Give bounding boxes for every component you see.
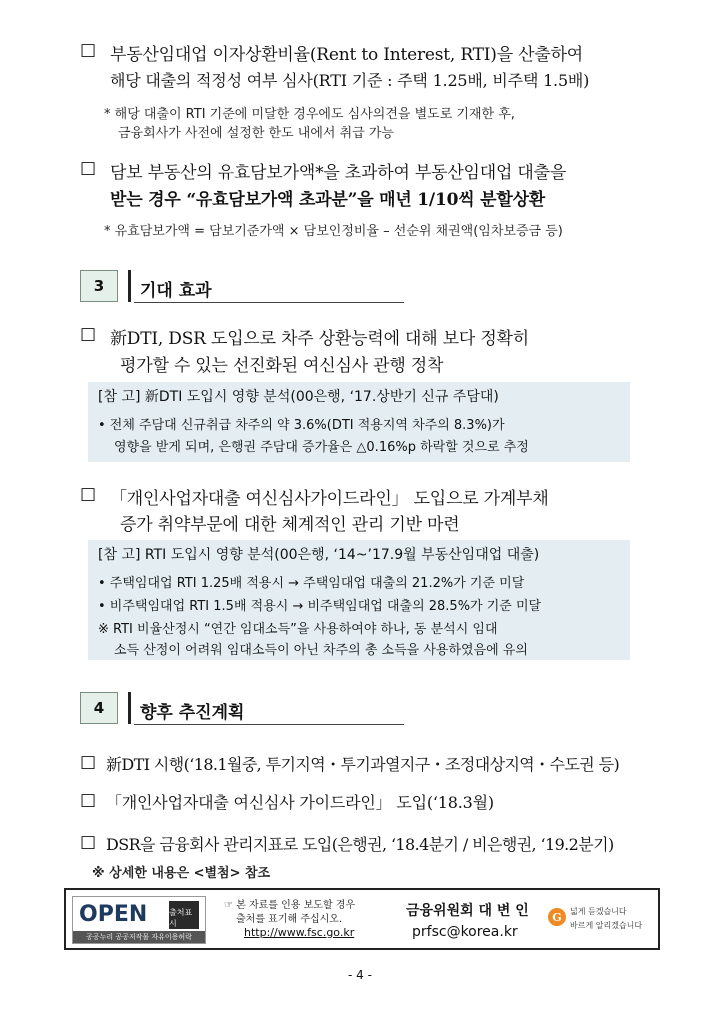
attribution-badge-icon: 출처표시 xyxy=(169,901,199,929)
bullet-text: 「개인사업자대출 여신심사가이드라인」 도입으로 가계부채 xyxy=(110,489,549,509)
section-number: 3 xyxy=(80,270,118,302)
footnote-text: * 유효담보가액 = 담보기준가액 × 담보인정비율 – 선순위 채권액(임차보증금 등) xyxy=(104,224,563,239)
ogl-open-text: OPEN xyxy=(79,902,148,927)
reference-item: ※ RTI 비율산정시 “연간 임대소득”을 사용하여야 하나, 동 분석시 임대 xyxy=(98,622,498,637)
reference-box xyxy=(88,540,630,660)
bullet-box: □ xyxy=(80,40,97,60)
section-number: 4 xyxy=(80,692,118,724)
spokesman-label: 금융위원회 대 변 인 xyxy=(406,903,529,919)
speech-bubble-icon: G xyxy=(548,908,566,926)
bullet-text: 받는 경우 “유효담보가액 초과분”을 매년 1/10씩 분할상환 xyxy=(110,190,546,210)
bullet-text: 新DTI 시행(‘18.1월중, 투기지역・투기과열지구・조정대상지역・수도권 등) xyxy=(106,755,620,774)
press-footer xyxy=(64,888,660,950)
detail-note: ※ 상세한 내용은 <별첨> 참조 xyxy=(92,866,271,881)
footnote-text: * 해당 대출이 RTI 기준에 미달한 경우에도 심사의견을 별도로 기재한 후, xyxy=(104,107,515,122)
slogan-text: 바르게 알리겠습니다 xyxy=(570,921,643,930)
bullet-text: 증가 취약부문에 대한 체계적인 관리 기반 마련 xyxy=(120,515,460,535)
bullet-box: □ xyxy=(80,158,97,178)
bullet-box: □ xyxy=(80,324,97,344)
bullet-text: 新DTI, DSR 도입으로 차주 상환능력에 대해 보다 정확히 xyxy=(110,329,529,349)
ogl-caption: 공공누리 공공저작물 자유이용허락 xyxy=(73,931,205,943)
bullet-box: □ xyxy=(80,484,97,504)
ogl-license-logo xyxy=(72,896,206,944)
bullet-text: 평가할 수 있는 선진화된 여신심사 관행 정착 xyxy=(120,356,444,376)
bullet-text: 담보 부동산의 유효담보가액*을 초과하여 부동산임대업 대출을 xyxy=(110,163,567,183)
fsc-website-link[interactable]: http://www.fsc.go.kr xyxy=(244,926,355,939)
reference-item: 영향을 받게 되며, 은행권 주담대 증가율은 △0.16%p 하락할 것으로 추정 xyxy=(114,440,529,455)
section-title: 향후 추진계획 xyxy=(140,703,245,723)
reference-item: 소득 산정이 어려워 임대소득이 아닌 차주의 총 소득을 사용하였음에 유의 xyxy=(114,643,528,658)
section-underline xyxy=(134,724,404,725)
section-divider xyxy=(128,692,131,724)
reference-title: [참 고] RTI 도입시 영향 분석(00은행, ‘14~’17.9월 부동산임대업 대출) xyxy=(98,547,540,563)
bullet-text: 「개인사업자대출 여신심사 가이드라인」 도입(‘18.3월) xyxy=(106,793,494,812)
reference-box xyxy=(88,382,630,462)
reference-item: • 비주택임대업 RTI 1.5배 적용시 → 비주택임대업 대출의 28.5%가 기준 미달 xyxy=(98,599,542,614)
bullet-text: DSR을 금융회사 관리지표로 도입(은행권, ‘18.4분기 / 비은행권, ‘19.2분기) xyxy=(106,835,614,854)
footnote-text: 금융회사가 사전에 설정한 한도 내에서 취급 가능 xyxy=(118,126,394,141)
spokesman-email: prfsc@korea.kr xyxy=(412,924,518,940)
bullet-box: □ xyxy=(80,832,97,852)
citation-note: ☞ 본 자료를 인용 보도할 경우 xyxy=(224,900,356,911)
reference-item: • 전체 주담대 신규취급 차주의 약 3.6%(DTI 적용지역 차주의 8.3%)가 xyxy=(98,418,505,433)
section-divider xyxy=(128,270,131,302)
bullet-box: □ xyxy=(80,790,97,810)
bullet-text: 부동산임대업 이자상환비율(Rent to Interest, RTI)을 산출하여 xyxy=(110,45,584,65)
bullet-text: 해당 대출의 적정성 여부 심사(RTI 기준 : 주택 1.25배, 비주택 1.5배) xyxy=(110,71,590,90)
section-underline xyxy=(134,302,404,303)
citation-note: 출처를 표기해 주십시오. xyxy=(236,914,343,925)
page-number: - 4 - xyxy=(348,968,372,982)
bullet-box: □ xyxy=(80,752,97,772)
section-title: 기대 효과 xyxy=(140,281,212,301)
reference-title: [참 고] 新DTI 도입시 영향 분석(00은행, ‘17.상반기 신규 주담대) xyxy=(98,389,499,405)
slogan-text: 넓게 듣겠습니다 xyxy=(570,907,627,916)
reference-item: • 주택임대업 RTI 1.25배 적용시 → 주택임대업 대출의 21.2%가 기준 미달 xyxy=(98,576,525,591)
